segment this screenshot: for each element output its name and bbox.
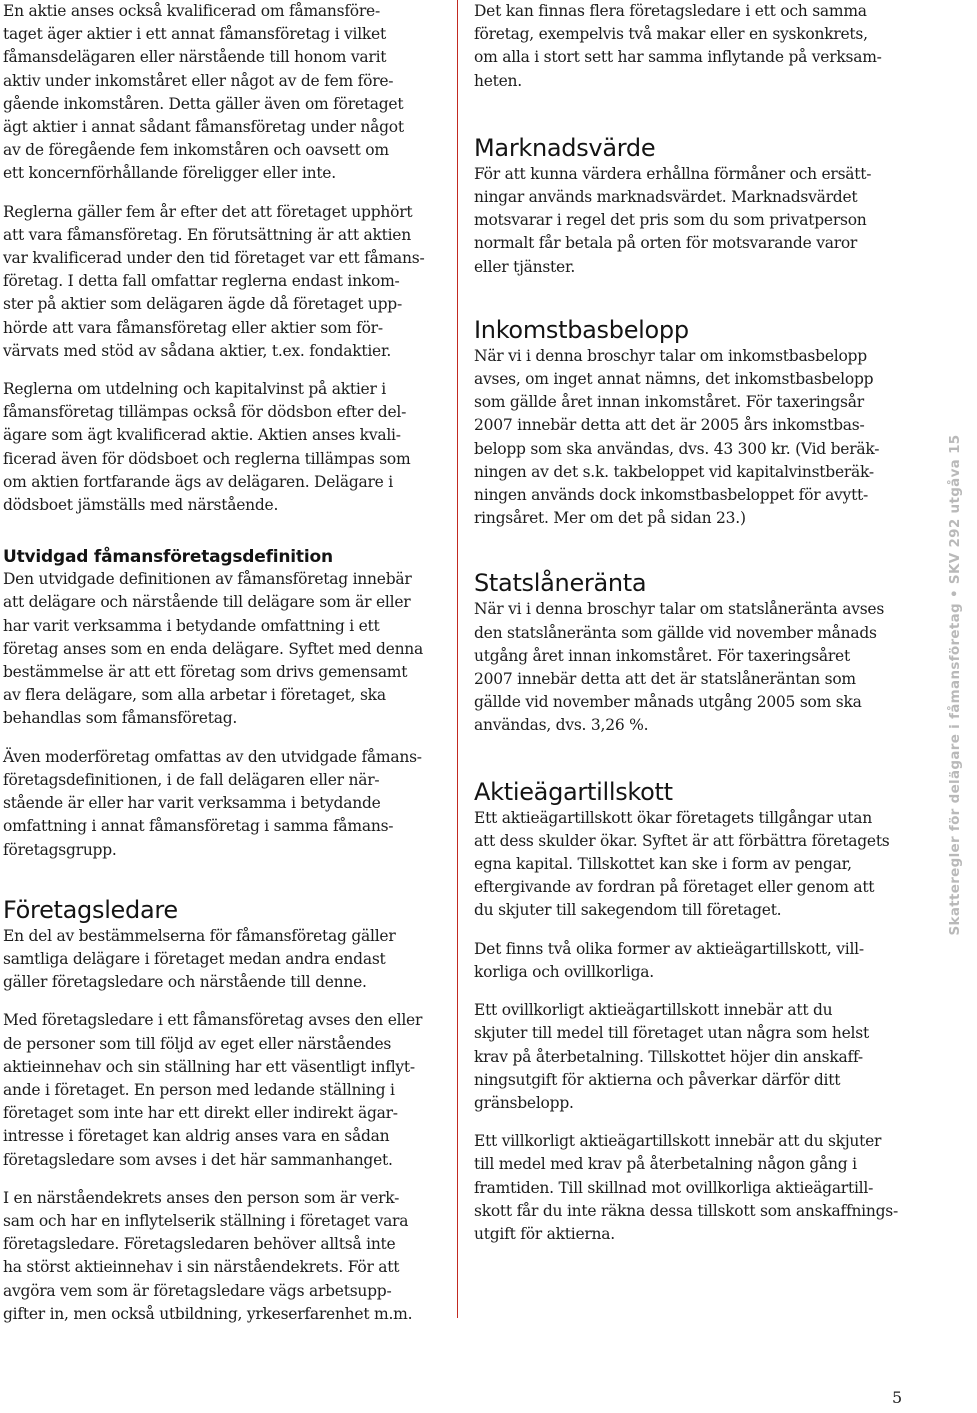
right-column [474,0,906,1246]
paragraph-med-foretagsledare: Med företagsledare i ett fåmansföretag avses den eller de personer som till följd av eget eller närståendes aktieinnehav och sin ställning har ett väsentligt inflyt- ande i företaget. En person med ledande ställning i företaget som inte har ett direkt eller indirekt ägar- intresse i företaget kan aldrig anses vara en sådan företagsledare som avses i det här sammanhanget. [3,1011,423,1169]
heading-inkomstbasbelopp: Inkomstbasbelopp [474,315,689,344]
heading-utvidgad-famansforetagsdefinition: Utvidgad fåmansföretagsdefinition [3,547,333,568]
paragraph-kvalificerad-aktie: En aktie anses också kvalificerad om fåmansföre- taget äger aktier i ett annat fåmansföretag i vilket fåmansdelägaren eller närstående till honom varit aktiv under inkomståret eller något av de fem före- gående inkomståren. Detta gäller även om företaget ägt aktier i annat sådant fåmansföretag under något av de föregående fem inkomståren och oavsett om ett koncernförhållande föreligger eller inte. [3,2,404,183]
column-divider [457,0,458,1318]
paragraph-statslaneranta: När vi i denna broschyr talar om statslåneränta avses den statslåneränta som gällde vid november månads utgång året innan inkomståret. För taxeringsåret 2007 innebär detta att det är statslåneräntan som gällde vid november månads utgång 2005 som ska användas, dvs. 3,26 %. [474,600,885,735]
paragraph-flera-foretagsledare: Det kan finnas flera företagsledare i ett och samma företag, exempelvis två makar eller en syskonkrets, om alla i stort sett har samma inflytande på verksam- heten. [474,2,882,90]
heading-foretagsledare: Företagsledare [3,895,178,924]
paragraph-inkomstbasbelopp: När vi i denna broschyr talar om inkomstbasbelopp avses, om inget annat nämns, det inkomstbasbelopp som gällde året innan inkomståret. För taxeringsår 2007 innebär detta att det är 2005 års inkomstbas- belopp som ska användas, dvs. 43 300 kr. (Vid beräk- ningen av det s.k. takbeloppet vid kapitalvinstberäk- ningen används dock inkomstbasbeloppet för avytt- ringsåret. Mer om det på sidan 23.) [474,346,880,528]
left-column [3,0,439,1326]
heading-statslaneranta: Statslåneränta [474,569,647,598]
paragraph-bestammelser: En del av bestämmelserna för fåmansföretag gäller samtliga delägare i företaget medan andra endast gäller företagsledare och närstående till denne. [3,926,396,992]
paragraph-marknadsvarde: För att kunna värdera erhållna förmåner och ersätt- ningar används marknadsvärdet. Marknadsvärdet motsvarar i regel det pris som du som privatperson normalt får betala på orten för motsvarande varor eller tjänster. [474,164,872,276]
heading-aktieagartillskott: Aktieägartillskott [474,777,673,806]
paragraph-fem-ar: Reglerna gäller fem år efter det att företaget upphört att vara fåmansföretag. En förutsättning är att aktien var kvalificerad under den tid företaget var ett fåmans- företag. I detta fall omfattar reglerna endast inkom- ster på aktier som delägaren ägde då företaget upp- hörde att vara fåmansföretag eller aktier som för- värvats med stöd av sådana aktier, t.ex. fondaktier. [3,202,425,360]
page-number: 5 [892,1388,903,1407]
vertical-sidebar [933,434,977,936]
paragraph-ovillkorligt: Ett ovillkorligt aktieägartillskott innebär att du skjuter till medel till företaget utan några som helst krav på återbetalning. Tillskottet höjer din anskaff- ningsutgift för aktierna och påverkar därför ditt gränsbelopp. [474,1001,869,1112]
paragraph-aktieagartillskott: Ett aktieägartillskott ökar företagets tillgångar utan att dess skulder ökar. Syftet är att förbättra företagets egna kapital. Tillskottet kan ske i form av pengar, eftergivande av fordran på företaget eller genom att du skjuter till sakegendom till företaget. [474,808,890,920]
heading-marknadsvarde: Marknadsvärde [474,133,656,162]
paragraph-dodsbon: Reglerna om utdelning och kapitalvinst på aktier i fåmansföretag tillämpas också för dödsbon efter del- ägare som ägt kvalificerad aktie. Aktien anses kvali- ficerad även för dödsboet och reglerna tillämpas som om aktien fortfarande ägs av delägaren. Delägare i dödsboet jämställs med närstående. [3,380,411,515]
paragraph-moderforetag: Även moderföretag omfattas av den utvidgade fåmans- företagsdefinitionen, i de fall delägaren eller när- stående är eller har varit verksamma i betydande omfattning i annat fåmansföretag i samma fåmans- företagsgrupp. [3,747,422,859]
paragraph-villkorligt: Ett villkorligt aktieägartillskott innebär att du skjuter till medel med krav på återbetalning någon gång i framtiden. Till skillnad mot ovillkorliga aktieägartill- skott får du inte räkna dessa tillskott som anskaffnings- utgift för aktierna. [474,1132,898,1243]
sidebar-publication-text: Skatteregler för delägare i fåmansföretag • SKV 292 utgåva 15 [947,434,963,936]
paragraph-tva-former: Det finns två olika former av aktieägartillskott, vill- korliga och ovillkorliga. [474,939,864,981]
paragraph-narstaendekrets: I en närståendekrets anses den person som är verk- sam och har en inflytelserik ställning i företaget vara företagsledare. Företagsledaren behöver alltså inte ha störst aktieinnehav i sin närståendekrets. För att avgöra vem som är företagsledare vägs arbetsupp- gifter in, men också utbildning, yrkeserfarenhet m.m. [3,1188,413,1323]
paragraph-utvidgad-definition: Den utvidgade definitionen av fåmansföretag innebär att delägare och närstående till delägare som är eller har varit verksamma i betydande omfattning i ett företag anses som en enda delägare. Syftet med denna bestämmelse är att ett företag som drivs gemensamt av flera delägare, som alla arbetar i företaget, ska behandlas som fåmansföretag. [3,570,424,728]
